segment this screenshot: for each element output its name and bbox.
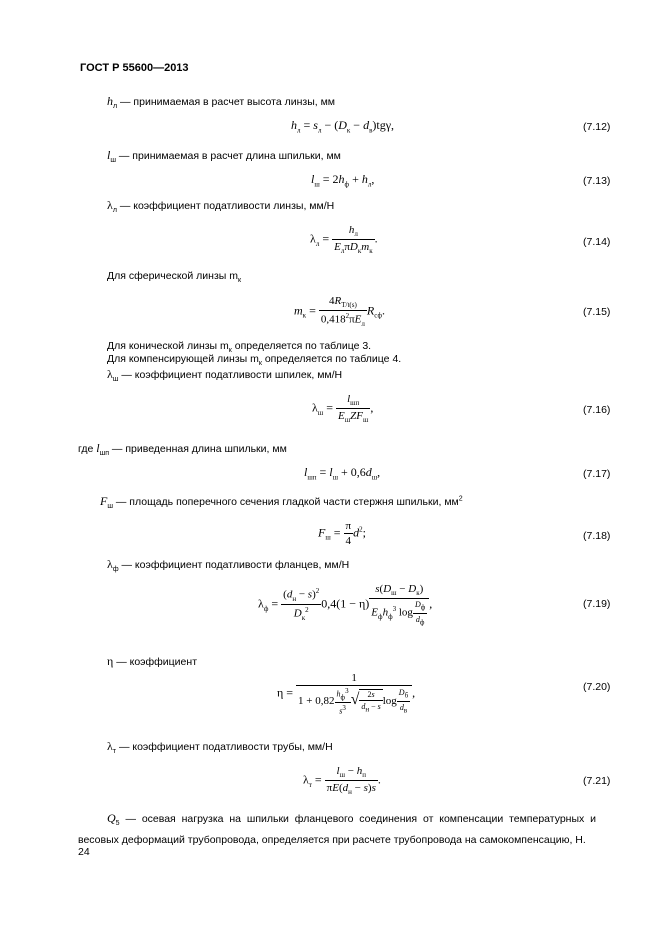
equation-7-13: $l_ш = 2h_ф + h_л$, [311, 172, 375, 189]
equation-7-21: $\lambda_т$ = $\frac{l_ш - h_п}{\pi E(d_н - s)s}$ . [303, 765, 381, 797]
eq-number: (7.13) [583, 175, 611, 187]
equation-7-15: $m_к$ = $\frac{4R_{T/t(s)}}{0,418^2\pi E_л}$ $R_{сф}$. [294, 295, 385, 329]
conical-lens-text: Для конической линзы $m_к$ определяется по таблице 3. [107, 340, 372, 355]
eq-number: (7.19) [583, 598, 611, 610]
def-f-sh: $F_ш$ — площадь поперечного сечения гладкой части стержня шпильки, $мм^2$ [100, 494, 463, 511]
def-lambda-l: $\lambda_л$ — коэффициент податливости линзы, мм/Н [107, 198, 335, 215]
eq-number: (7.14) [583, 236, 611, 248]
equation-7-20: η = 1 1 + 0,82 $\frac{h_ф^3}{s^3}$ √ $\frac{2s}{d_н - s}$ log $\frac{D_б}{d_в}$ , [277, 672, 416, 716]
equation-7-17: $l_{шп} = l_ш + 0,6d_ш$, [304, 465, 381, 482]
document-header: ГОСТ Р 55600—2013 [80, 62, 189, 74]
def-lambda-f: $\lambda_ф$ — коэффициент податливости фланцев, мм/Н [107, 557, 350, 574]
def-eta: η — коэффициент [107, 654, 197, 668]
page-number: 24 [78, 846, 90, 858]
eq-number: (7.15) [583, 306, 611, 318]
def-lambda-sh: $\lambda_ш$ — коэффициент податливости шпилек, мм/Н [107, 367, 343, 384]
eq-number: (7.16) [583, 404, 611, 416]
final-paragraph: $Q_5$ — осевая нагрузка на шпильки фланцевого соединения от компенсации температурных и весовых деформаций трубопровода, определяется при расчете трубопровода на самокомпенсацию, Н. [78, 811, 597, 847]
equation-7-16: $\lambda_ш$ = $\frac{l_{шп}}{E_шZF_ш}$ , [312, 393, 374, 425]
eq-number: (7.18) [583, 530, 611, 542]
equation-7-19: $\lambda_ф$ = $\frac{(d_н - s)^2}{D_к^2}$ 0,4(1 − η) $s(D_ш - D_к)$ $E_фh_ф^3$ log $\frac{D_ф}{d_ф}$ , [258, 583, 433, 627]
equation-7-12: $h_л = s_л - (D_к - d_в)tg\gamma$, [291, 118, 395, 135]
eq-number: (7.20) [583, 681, 611, 693]
equation-7-14: $\lambda_л$ = $\frac{h_л}{E_л\pi D_кm_к}$ . [310, 224, 378, 256]
def-l-shp: где $l_{шп}$ — приведенная длина шпильки, мм [78, 441, 287, 458]
def-lambda-t: $\lambda_т$ — коэффициент податливости трубы, мм/Н [107, 739, 333, 756]
equation-7-18: $F_ш$ = $\frac{\pi}{4}$ $d^2$; [318, 520, 366, 547]
spherical-lens-text: Для сферической линзы $m_к$ [107, 270, 242, 285]
eq-number: (7.17) [583, 468, 611, 480]
compensating-lens-text: Для компенсирующей линзы $m_к$ определяется по таблице 4. [107, 353, 402, 368]
def-h-l: $h_л$ — принимаемая в расчет высота линзы, мм [107, 94, 336, 111]
eq-number: (7.21) [583, 775, 611, 787]
eq-number: (7.12) [583, 121, 611, 133]
def-l-sh: $l_ш$ — принимаемая в расчет длина шпильки, мм [107, 148, 341, 165]
